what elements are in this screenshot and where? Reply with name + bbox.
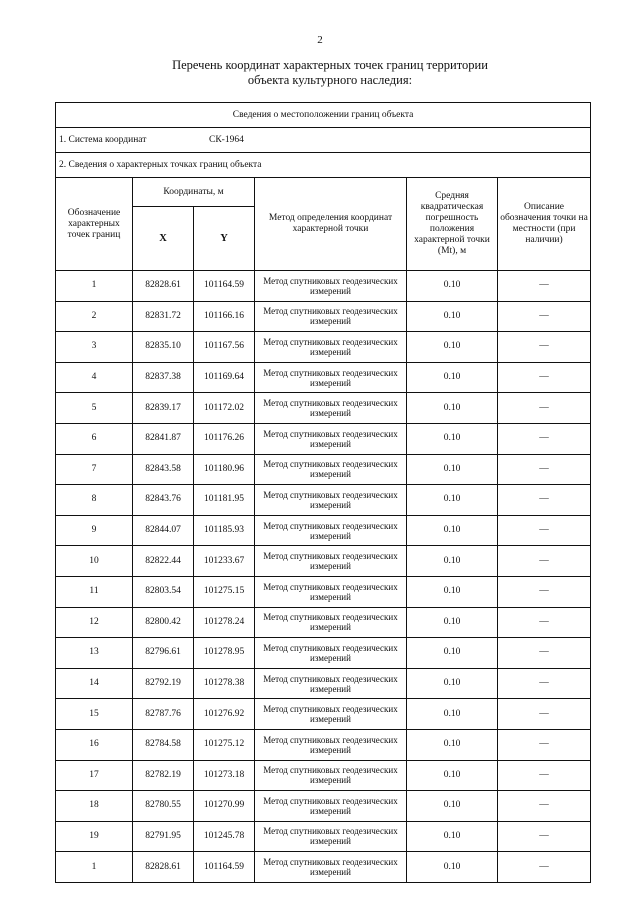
point-number-cell: 5 xyxy=(56,393,133,424)
point-number-cell: 9 xyxy=(56,515,133,546)
error-mt-cell: 0.10 xyxy=(407,607,498,638)
method-cell: Метод спутниковых геодезических измерений xyxy=(255,638,407,669)
table-row xyxy=(56,515,591,546)
method-cell: Метод спутниковых геодезических измерений xyxy=(255,699,407,730)
coordinate-y-cell: 101164.59 xyxy=(194,271,255,302)
coordinate-x-cell: 82844.07 xyxy=(133,515,194,546)
method-cell: Метод спутниковых геодезических измерений xyxy=(255,423,407,454)
coordinate-x-cell: 82841.87 xyxy=(133,423,194,454)
table-row xyxy=(56,791,591,822)
coordinate-y-cell: 101275.15 xyxy=(194,576,255,607)
coordinate-x-cell: 82796.61 xyxy=(133,638,194,669)
coordinate-x-cell: 82843.76 xyxy=(133,485,194,516)
error-mt-cell: 0.10 xyxy=(407,332,498,363)
table-row xyxy=(56,454,591,485)
description-cell: — xyxy=(498,852,591,883)
table-row xyxy=(56,607,591,638)
coordinate-x-cell: 82784.58 xyxy=(133,729,194,760)
method-cell: Метод спутниковых геодезических измерений xyxy=(255,729,407,760)
error-mt-cell: 0.10 xyxy=(407,271,498,302)
coordinate-system-row xyxy=(56,128,591,153)
coordinate-y-cell: 101245.78 xyxy=(194,821,255,852)
description-cell: — xyxy=(498,576,591,607)
method-cell: Метод спутниковых геодезических измерений xyxy=(255,760,407,791)
error-mt-cell: 0.10 xyxy=(407,791,498,822)
error-mt-cell: 0.10 xyxy=(407,576,498,607)
column-header-coordinates: Координаты, м xyxy=(133,178,255,207)
point-number-cell: 8 xyxy=(56,485,133,516)
coordinate-x-cell: 82837.38 xyxy=(133,362,194,393)
method-cell: Метод спутниковых геодезических измерений xyxy=(255,515,407,546)
point-number-cell: 1 xyxy=(56,852,133,883)
coordinate-system-label: 1. Система координат xyxy=(59,134,147,145)
column-header-error: Средняя квадратическая погрешность положения характерной точки (Mt), м xyxy=(407,178,498,271)
table-row xyxy=(56,576,591,607)
coordinate-y-cell: 101273.18 xyxy=(194,760,255,791)
coordinate-y-cell: 101185.93 xyxy=(194,515,255,546)
method-cell: Метод спутниковых геодезических измерений xyxy=(255,485,407,516)
error-mt-cell: 0.10 xyxy=(407,638,498,669)
description-cell: — xyxy=(498,485,591,516)
coordinate-x-cell: 82843.58 xyxy=(133,454,194,485)
page-number: 2 xyxy=(317,34,323,46)
table-row xyxy=(56,485,591,516)
error-mt-cell: 0.10 xyxy=(407,852,498,883)
method-cell: Метод спутниковых геодезических измерений xyxy=(255,791,407,822)
table-row xyxy=(56,393,591,424)
table-row xyxy=(56,271,591,302)
error-mt-cell: 0.10 xyxy=(407,699,498,730)
error-mt-cell: 0.10 xyxy=(407,301,498,332)
column-header-method: Метод определения координат характерной точки xyxy=(255,178,407,271)
table-row xyxy=(56,729,591,760)
error-mt-cell: 0.10 xyxy=(407,668,498,699)
coordinate-y-cell: 101164.59 xyxy=(194,852,255,883)
error-mt-cell: 0.10 xyxy=(407,362,498,393)
coordinate-y-cell: 101275.12 xyxy=(194,729,255,760)
coordinates-table xyxy=(55,102,591,883)
coordinate-x-cell: 82831.72 xyxy=(133,301,194,332)
description-cell: — xyxy=(498,423,591,454)
coordinate-x-cell: 82803.54 xyxy=(133,576,194,607)
method-cell: Метод спутниковых геодезических измерений xyxy=(255,393,407,424)
point-number-cell: 17 xyxy=(56,760,133,791)
description-cell: — xyxy=(498,515,591,546)
coordinate-y-cell: 101278.95 xyxy=(194,638,255,669)
description-cell: — xyxy=(498,760,591,791)
column-header-description: Описание обозначения точки на местности (при наличии) xyxy=(498,178,591,271)
description-cell: — xyxy=(498,729,591,760)
coordinate-y-cell: 101169.64 xyxy=(194,362,255,393)
point-number-cell: 18 xyxy=(56,791,133,822)
title-line-1: Перечень координат характерных точек границ территории xyxy=(172,58,488,72)
coordinate-x-cell: 82828.61 xyxy=(133,852,194,883)
point-number-cell: 15 xyxy=(56,699,133,730)
column-header-designation: Обозначение характерных точек границ xyxy=(56,178,133,271)
point-number-cell: 14 xyxy=(56,668,133,699)
points-header: 2. Сведения о характерных точках границ объекта xyxy=(56,153,591,178)
method-cell: Метод спутниковых геодезических измерений xyxy=(255,852,407,883)
point-number-cell: 19 xyxy=(56,821,133,852)
section-header: Сведения о местоположении границ объекта xyxy=(56,103,591,128)
error-mt-cell: 0.10 xyxy=(407,729,498,760)
error-mt-cell: 0.10 xyxy=(407,821,498,852)
point-number-cell: 7 xyxy=(56,454,133,485)
description-cell: — xyxy=(498,454,591,485)
point-number-cell: 12 xyxy=(56,607,133,638)
table-row xyxy=(56,423,591,454)
point-number-cell: 3 xyxy=(56,332,133,363)
table-row xyxy=(56,362,591,393)
coordinate-x-cell: 82828.61 xyxy=(133,271,194,302)
coordinate-x-cell: 82792.19 xyxy=(133,668,194,699)
error-mt-cell: 0.10 xyxy=(407,485,498,516)
coordinate-y-cell: 101172.02 xyxy=(194,393,255,424)
table-row xyxy=(56,699,591,730)
column-header-y: Y xyxy=(194,207,255,271)
description-cell: — xyxy=(498,332,591,363)
table-row xyxy=(56,301,591,332)
coordinate-x-cell: 82787.76 xyxy=(133,699,194,730)
description-cell: — xyxy=(498,791,591,822)
error-mt-cell: 0.10 xyxy=(407,454,498,485)
error-mt-cell: 0.10 xyxy=(407,393,498,424)
coordinate-y-cell: 101181.95 xyxy=(194,485,255,516)
description-cell: — xyxy=(498,699,591,730)
coordinate-y-cell: 101270.99 xyxy=(194,791,255,822)
method-cell: Метод спутниковых геодезических измерений xyxy=(255,271,407,302)
coordinate-x-cell: 82791.95 xyxy=(133,821,194,852)
coordinate-y-cell: 101166.16 xyxy=(194,301,255,332)
point-number-cell: 11 xyxy=(56,576,133,607)
description-cell: — xyxy=(498,546,591,577)
coordinate-x-cell: 82782.19 xyxy=(133,760,194,791)
coordinate-y-cell: 101278.38 xyxy=(194,668,255,699)
table-row xyxy=(56,546,591,577)
description-cell: — xyxy=(498,607,591,638)
method-cell: Метод спутниковых геодезических измерений xyxy=(255,362,407,393)
error-mt-cell: 0.10 xyxy=(407,760,498,791)
title-line-2: объекта культурного наследия: xyxy=(247,73,413,87)
point-number-cell: 4 xyxy=(56,362,133,393)
error-mt-cell: 0.10 xyxy=(407,546,498,577)
coordinate-x-cell: 82835.10 xyxy=(133,332,194,363)
table-row xyxy=(56,668,591,699)
point-number-cell: 16 xyxy=(56,729,133,760)
coordinate-y-cell: 101167.56 xyxy=(194,332,255,363)
point-number-cell: 13 xyxy=(56,638,133,669)
method-cell: Метод спутниковых геодезических измерений xyxy=(255,454,407,485)
coordinate-y-cell: 101180.96 xyxy=(194,454,255,485)
point-number-cell: 1 xyxy=(56,271,133,302)
description-cell: — xyxy=(498,301,591,332)
point-number-cell: 6 xyxy=(56,423,133,454)
description-cell: — xyxy=(498,362,591,393)
coordinate-x-cell: 82822.44 xyxy=(133,546,194,577)
method-cell: Метод спутниковых геодезических измерений xyxy=(255,301,407,332)
description-cell: — xyxy=(498,821,591,852)
method-cell: Метод спутниковых геодезических измерений xyxy=(255,607,407,638)
coordinate-x-cell: 82780.55 xyxy=(133,791,194,822)
coordinate-system-value: СК-1964 xyxy=(209,134,244,145)
method-cell: Метод спутниковых геодезических измерений xyxy=(255,332,407,363)
coordinate-y-cell: 101233.67 xyxy=(194,546,255,577)
coordinate-x-cell: 82839.17 xyxy=(133,393,194,424)
coordinate-x-cell: 82800.42 xyxy=(133,607,194,638)
column-header-x: X xyxy=(133,207,194,271)
description-cell: — xyxy=(498,271,591,302)
page-title xyxy=(120,58,540,88)
table-row xyxy=(56,638,591,669)
description-cell: — xyxy=(498,638,591,669)
table-row xyxy=(56,852,591,883)
error-mt-cell: 0.10 xyxy=(407,515,498,546)
method-cell: Метод спутниковых геодезических измерений xyxy=(255,576,407,607)
description-cell: — xyxy=(498,668,591,699)
point-number-cell: 10 xyxy=(56,546,133,577)
method-cell: Метод спутниковых геодезических измерений xyxy=(255,821,407,852)
error-mt-cell: 0.10 xyxy=(407,423,498,454)
description-cell: — xyxy=(498,393,591,424)
table-row xyxy=(56,332,591,363)
coordinate-y-cell: 101176.26 xyxy=(194,423,255,454)
table-row xyxy=(56,760,591,791)
table-row xyxy=(56,821,591,852)
point-number-cell: 2 xyxy=(56,301,133,332)
method-cell: Метод спутниковых геодезических измерений xyxy=(255,546,407,577)
method-cell: Метод спутниковых геодезических измерений xyxy=(255,668,407,699)
coordinate-y-cell: 101278.24 xyxy=(194,607,255,638)
coordinate-y-cell: 101276.92 xyxy=(194,699,255,730)
